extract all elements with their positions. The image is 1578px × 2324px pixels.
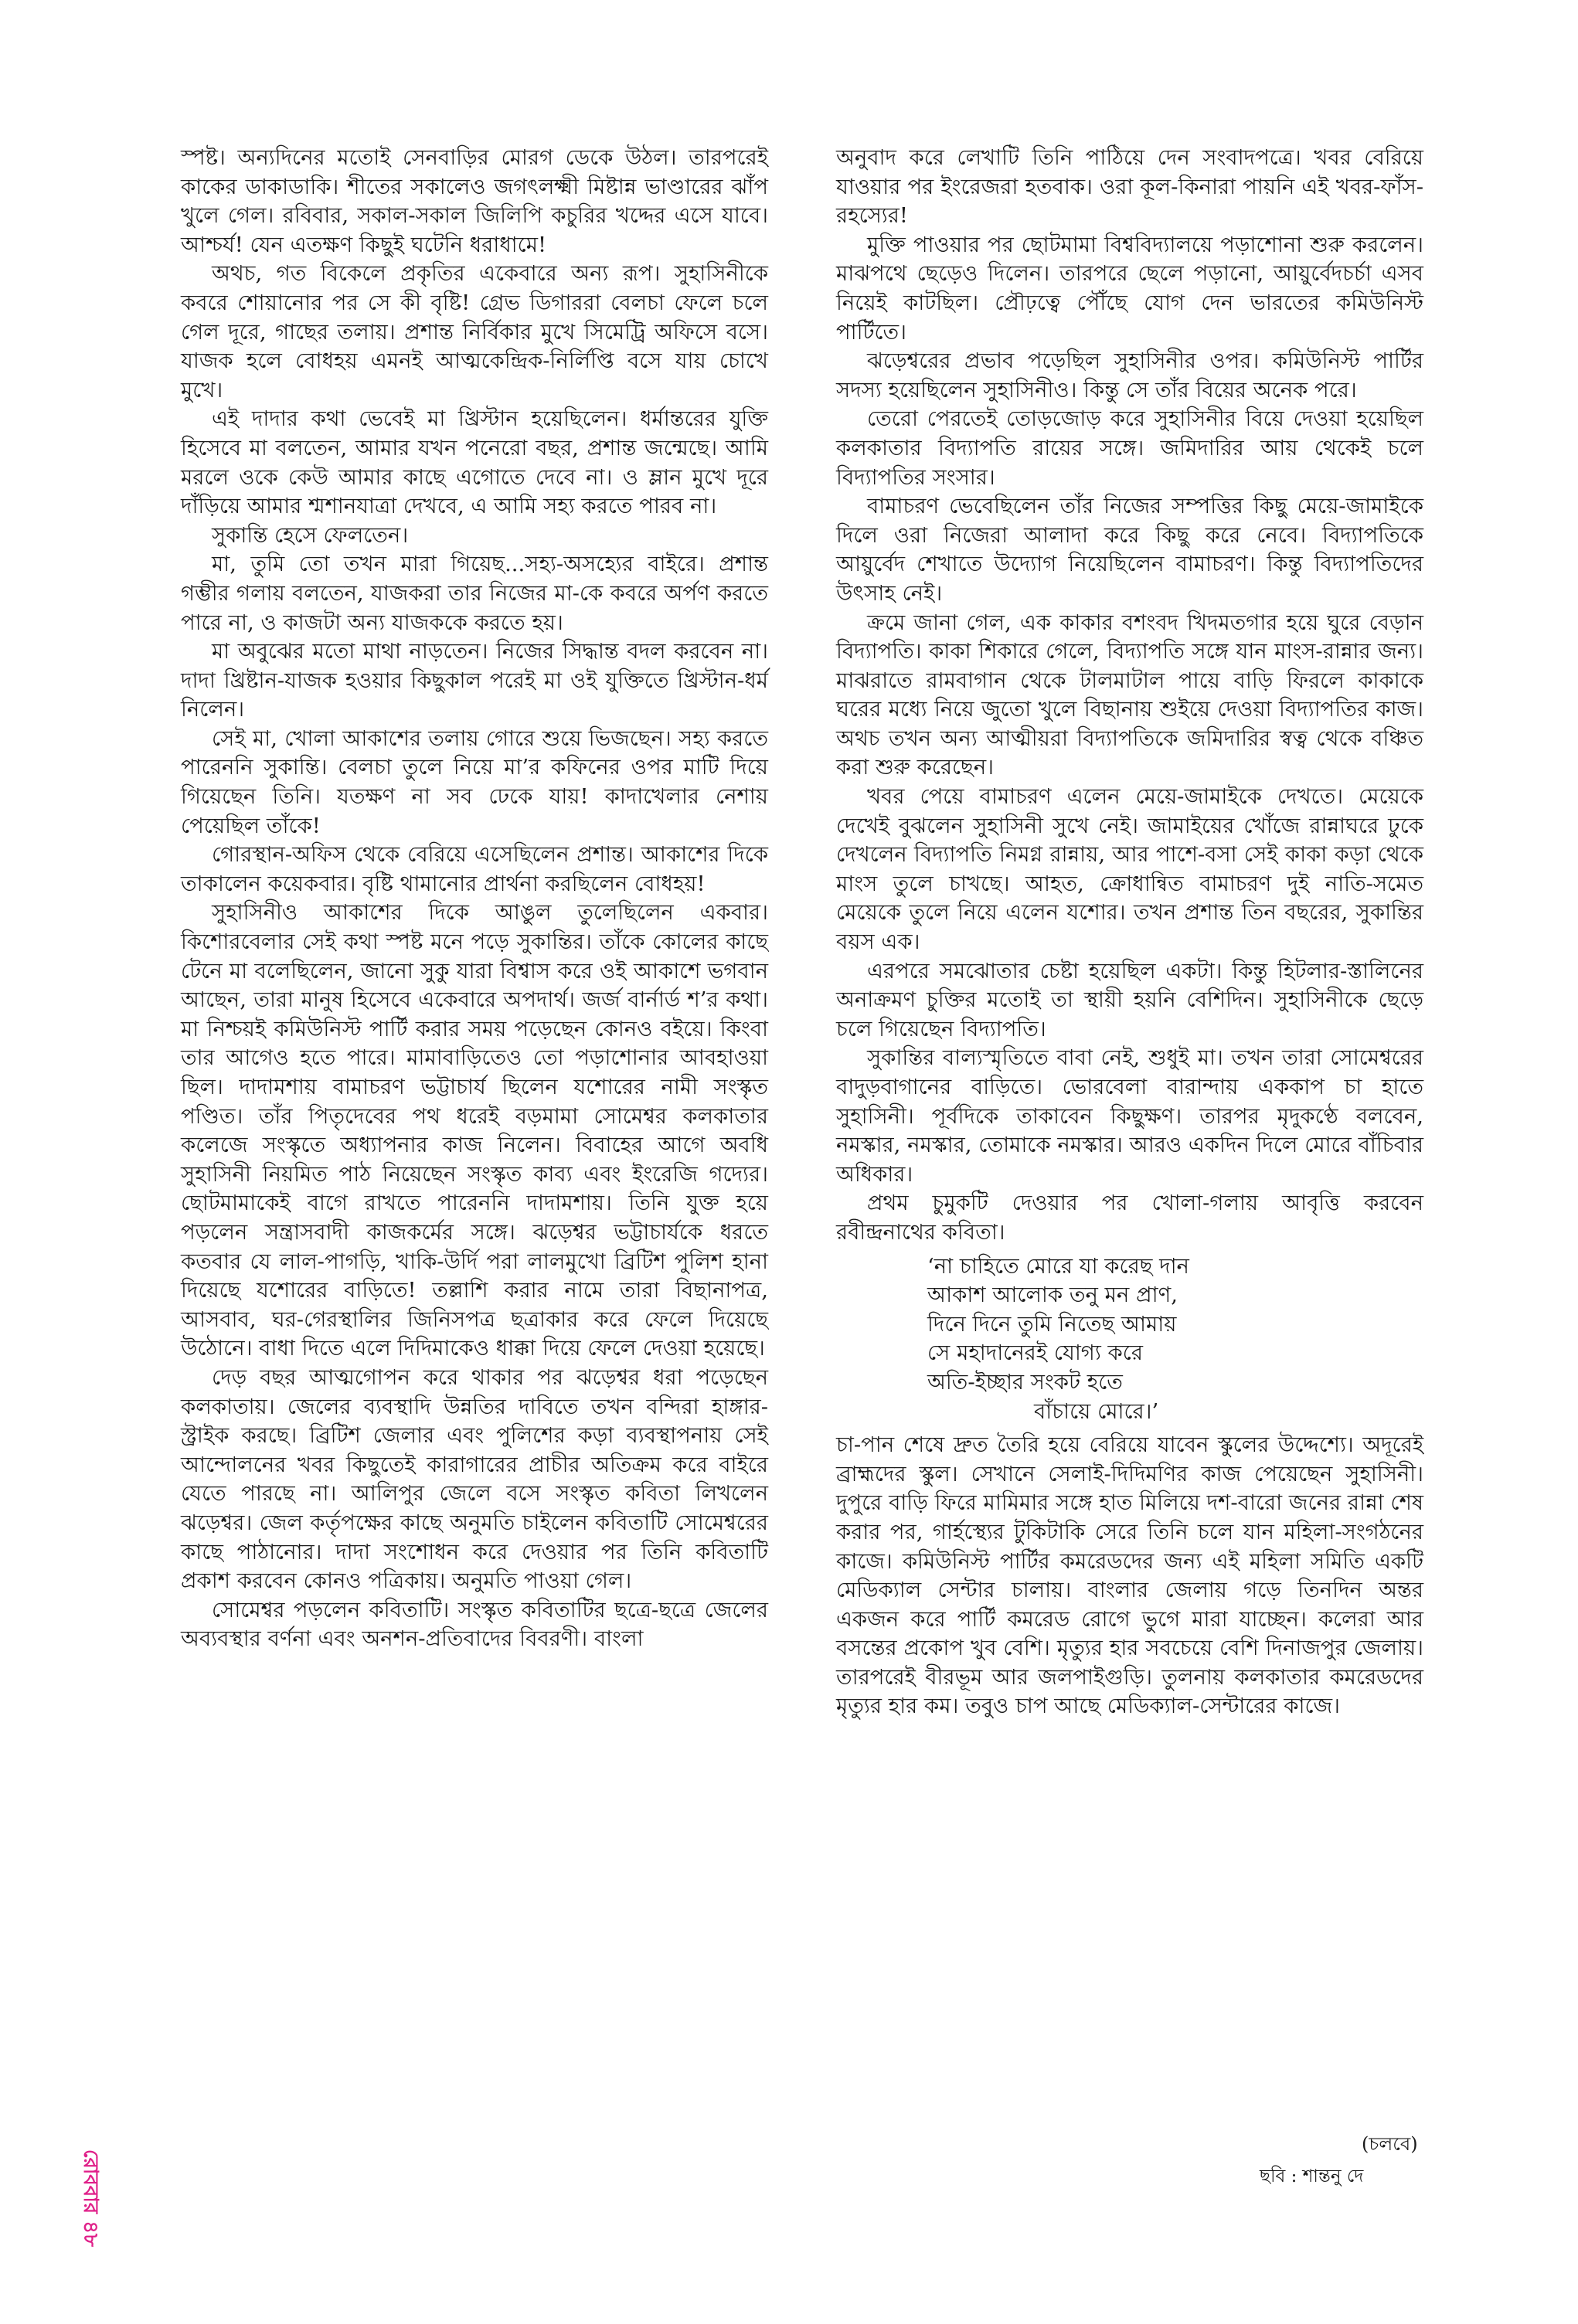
story-paragraph: মুক্তি পাওয়ার পর ছোটমামা বিশ্ববিদ্যালয়ে পড়াশোনা শুরু করলেন। মাঝপথে ছেড়েও দিলেন। তারপরে ছেলে পড়ানো, আয়ুর্বেদচর্চা এসব নিয়েই কাটছিল। প্রৌঢ়ত্বে পৌঁছে যোগ দেন ভারতের কমিউনিস্ট পার্টিতে। xyxy=(836,232,1423,345)
page-folio xyxy=(74,2140,105,2256)
continued-label: (চলবে) xyxy=(1362,2133,1418,2155)
poem-line: দিনে দিনে তুমি নিতেছ আমায় xyxy=(927,1311,1177,1337)
poem-line: সে মহাদানেরই যোগ্য করে xyxy=(927,1340,1143,1366)
poem-line: অতি-ইচ্ছার সংকট হতে xyxy=(927,1369,1123,1395)
story-paragraph: সোমেশ্বর পড়লেন কবিতাটি। সংস্কৃত কবিতাটির ছত্রে-ছত্রে জেলের অব্যবস্থার বর্ণনা এবং অনশন-প্রতিবাদের বিবরণী। বাংলা xyxy=(181,1597,768,1652)
poem-line: ‘না চাহিতে মোরে যা করেছ দান xyxy=(927,1253,1189,1279)
story-paragraph: স্পষ্ট। অন্যদিনের মতোই সেনবাড়ির মোরগ ডেকে উঠল। তারপরেই কাকের ডাকাডাকি। শীতের সকালেও জগৎলক্ষ্মী মিষ্টান্ন ভাণ্ডারের ঝাঁপ খুলে গেল। রবিবার, সকাল-সকাল জিলিপি কচুরির খদ্দের এসে যাবে। আশ্চর্য! যেন এতক্ষণ কিছুই ঘটেনি ধরাধামে! xyxy=(181,145,768,257)
story-paragraph: এই দাদার কথা ভেবেই মা খ্রিস্টান হয়েছিলেন। ধর্মান্তরের যুক্তি হিসেবে মা বলতেন, আমার যখন পনেরো বছর, প্রশান্ত জন্মেছে। আমি মরলে ওকে কেউ আমার কাছে এগোতে দেবে না। ও ম্লান মুখে দূরে দাঁড়িয়ে আমার শ্মশানযাত্রা দেখবে, এ আমি সহ্য করতে পারব না। xyxy=(181,406,768,519)
story-paragraph: সুকান্তির বাল্যস্মৃতিতে বাবা নেই, শুধুই মা। তখন তারা সোমেশ্বরের বাদুড়বাগানের বাড়িতে। ভোরবেলা বারান্দায় এককাপ চা হাতে সুহাসিনী। পূর্বদিকে তাকাবেন কিছুক্ষণ। তারপর মৃদুকণ্ঠে বলবেন, নমস্কার, নমস্কার, তোমাকে নমস্কার। আরও একদিন দিলে মোরে বাঁচিবার অধিকার। xyxy=(836,1045,1423,1187)
story-paragraph: অথচ, গত বিকেলে প্রকৃতির একেবারে অন্য রূপ। সুহাসিনীকে কবরে শোয়ানোর পর সে কী বৃষ্টি! গ্রেভ ডিগাররা বেলচা ফেলে চলে গেল দূরে, গাছের তলায়। প্রশান্ত নির্বিকার মুখে সিমেট্রি অফিসে বসে। যাজক হলে বোধহয় এমনই আত্মকেন্দ্রিক-নির্লিপ্তি বসে যায় চোখে মুখে। xyxy=(181,261,768,403)
story-paragraph: বামাচরণ ভেবেছিলেন তাঁর নিজের সম্পত্তির কিছু মেয়ে-জামাইকে দিলে ওরা নিজেরা আলাদা করে কিছু করে নেবে। বিদ্যাপতিকে আয়ুর্বেদ শেখাতে উদ্যোগ নিয়েছিলেন বামাচরণ। কিন্তু বিদ্যাপতিদের উৎসাহ নেই। xyxy=(836,494,1423,606)
story-paragraph: খবর পেয়ে বামাচরণ এলেন মেয়ে-জামাইকে দেখতে। মেয়েকে দেখেই বুঝলেন সুহাসিনী সুখে নেই। জামাইয়ের খোঁজে রান্নাঘরে ঢুকে দেখলেন বিদ্যাপতি নিমগ্ন রান্নায়, আর পাশে-বসা সেই কাকা কড়া থেকে মাংস তুলে চাখছে। আহত, ক্রোধান্বিত বামাচরণ দুই নাতি-সমেত মেয়েকে তুলে নিয়ে এলেন যশোর। তখন প্রশান্ত তিন বছরের, সুকান্তির বয়স এক। xyxy=(836,784,1423,955)
story-paragraph: অনুবাদ করে লেখাটি তিনি পাঠিয়ে দেন সংবাদপত্রে। খবর বেরিয়ে যাওয়ার পর ইংরেজরা হতবাক। ওরা কূল-কিনারা পায়নি এই খবর-ফাঁস-রহস্যের! xyxy=(836,145,1423,229)
poem-line: বাঁচায়ে মোরে।’ xyxy=(1034,1398,1159,1424)
right-column xyxy=(836,144,1423,1721)
story-paragraph: দেড় বছর আত্মগোপন করে থাকার পর ঝড়েশ্বর ধরা পড়েছেন কলকাতায়। জেলের ব্যবস্থাদি উন্নতির দাবিতে তখন বন্দিরা হাঙ্গার-স্ট্রাইক করছে। ব্রিটিশ জেলার এবং পুলিশের কড়া ব্যবস্থাপনায় সেই আন্দোলনের খবর কিছুতেই কারাগারের প্রাচীর অতিক্রম করে বাইরে যেতে পারছে না। আলিপুর জেলে বসে সংস্কৃত কবিতা লিখলেন ঝড়েশ্বর। জেল কর্তৃপক্ষের কাছে অনুমতি চাইলেন কবিতাটি সোমেশ্বরের কাছে পাঠানোর। দাদা সংশোধন করে দেওয়ার পর তিনি কবিতাটি প্রকাশ করবেন কোনও পত্রিকায়। অনুমতি পাওয়া গেল। xyxy=(181,1364,768,1594)
story-paragraph: ঝড়েশ্বরের প্রভাব পড়েছিল সুহাসিনীর ওপর। কমিউনিস্ট পার্টির সদস্য হয়েছিলেন সুহাসিনীও। কিন্তু সে তাঁর বিয়ের অনেক পরে। xyxy=(836,348,1423,403)
story-paragraph: চা-পান শেষে দ্রুত তৈরি হয়ে বেরিয়ে যাবেন স্কুলের উদ্দেশ্যে। অদূরেই ব্রাহ্মদের স্কুল। সেখানে সেলাই-দিদিমণির কাজ পেয়েছেন সুহাসিনী। দুপুরে বাড়ি ফিরে মামিমার সঙ্গে হাত মিলিয়ে দশ-বারো জনের রান্না শেষ করার পর, গার্হস্থ্যের টুকিটাকি সেরে তিনি চলে যান মহিলা-সংগঠনের কাজে। কমিউনিস্ট পার্টির কমরেডদের জন্য এই মহিলা সমিতি একটি মেডিক্যাল সেন্টার চালায়। বাংলার জেলায় গড়ে তিনদিন অন্তর একজন করে পার্টি কমরেড রোগে ভুগে মারা যাচ্ছেন। কলেরা আর বসন্তের প্রকোপ খুব বেশি। মৃত্যুর হার সবচেয়ে বেশি দিনাজপুর জেলায়। তারপরেই বীরভূম আর জলপাইগুড়ি। তুলনায় কলকাতার কমরেডদের মৃত্যুর হার কম। তবুও চাপ আছে মেডিক্যাল-সেন্টারের কাজে। xyxy=(836,1432,1423,1719)
story-paragraph: ক্রমে জানা গেল, এক কাকার বশংবদ খিদমতগার হয়ে ঘুরে বেড়ান বিদ্যাপতি। কাকা শিকারে গেলে, বিদ্যাপতি সঙ্গে যান মাংস-রান্নার জন্য। মাঝরাতে রামবাগান থেকে টালমাটাল পায়ে বাড়ি ফিরলে কাকাকে ঘরের মধ্যে নিয়ে জুতো খুলে বিছানায় শুইয়ে দেওয়া বিদ্যাপতির কাজ। অথচ তখন অন্য আত্মীয়রা বিদ্যাপতিকে জমিদারির স্বত্ব থেকে বঞ্চিত করা শুরু করেছেন। xyxy=(836,610,1423,780)
folio-text: রোববার ৪৮ xyxy=(79,2149,102,2247)
story-paragraph: এরপরে সমঝোতার চেষ্টা হয়েছিল একটা। কিন্তু হিটলার-স্তালিনের অনাক্রমণ চুক্তির মতোই তা স্থায়ী হয়নি বেশিদিন। সুহাসিনীকে ছেড়ে চলে গিয়েছেন বিদ্যাপতি। xyxy=(836,958,1423,1041)
story-paragraph: মা অবুঝের মতো মাথা নাড়তেন। নিজের সিদ্ধান্ত বদল করবেন না। দাদা খ্রিষ্টান-যাজক হওয়ার কিছুকাল পরেই মা ওই যুক্তিতে খ্রিস্টান-ধর্ম নিলেন। xyxy=(181,639,768,722)
tagore-poem xyxy=(836,1252,1423,1427)
left-column xyxy=(181,144,768,1654)
story-paragraph: তেরো পেরতেই তোড়জোড় করে সুহাসিনীর বিয়ে দেওয়া হয়েছিল কলকাতার বিদ্যাপতি রায়ের সঙ্গে। জমিদারির আয় থেকেই চলে বিদ্যাপতির সংসার। xyxy=(836,406,1423,490)
story-paragraph: প্রথম চুমুকটি দেওয়ার পর খোলা-গলায় আবৃত্তি করবেন রবীন্দ্রনাথের কবিতা। xyxy=(836,1191,1423,1245)
story-paragraph: মা, তুমি তো তখন মারা গিয়েছ...সহ্য-অসহ্যের বাইরে। প্রশান্ত গম্ভীর গলায় বলতেন, যাজকরা তার নিজের মা-কে কবরে অর্পণ করতে পারে না, ও কাজটা অন্য যাজককে করতে হয়। xyxy=(181,552,768,635)
poem-line: আকাশ আলোক তনু মন প্রাণ, xyxy=(927,1283,1178,1308)
story-paragraph: সুকান্তি হেসে ফেলতেন। xyxy=(212,522,409,548)
story-paragraph: সেই মা, খোলা আকাশের তলায় গোরে শুয়ে ভিজছেন। সহ্য করতে পারেননি সুকান্তি। বেলচা তুলে নিয়ে মা’র কফিনের ওপর মাটি দিয়ে গিয়েছেন তিনি। যতক্ষণ না সব ঢেকে যায়! কাদাখেলার নেশায় পেয়েছিল তাঁকে! xyxy=(181,725,768,838)
illustration-credit: ছবি : শান্তনু দে xyxy=(1260,2166,1364,2186)
story-paragraph: গোরস্থান-অফিস থেকে বেরিয়ে এসেছিলেন প্রশান্ত। আকাশের দিকে তাকালেন কয়েকবার। বৃষ্টি থামানোর প্রার্থনা করছিলেন বোধহয়! xyxy=(181,842,768,896)
story-paragraph: সুহাসিনীও আকাশের দিকে আঙুল তুলেছিলেন একবার। কিশোরবেলার সেই কথা স্পষ্ট মনে পড়ে সুকান্তির। তাঁকে কোলের কাছে টেনে মা বলেছিলেন, জানো সুকু যারা বিশ্বাস করে ওই আকাশে ভগবান আছেন, তারা মানুষ হিসেবে একেবারে অপদার্থ। জর্জ বার্নার্ড শ’র কথা। মা নিশ্চয়ই কমিউনিস্ট পার্টি করার সময় পড়েছেন কোনও বইয়ে। কিংবা তার আগেও হতে পারে। মামাবাড়িতেও তো পড়াশোনার আবহাওয়া ছিল। দাদামশায় বামাচরণ ভট্টাচার্য ছিলেন যশোরের নামী সংস্কৃত পণ্ডিত। তাঁর পিতৃদেবের পথ ধরেই বড়মামা সোমেশ্বর কলকাতার কলেজে সংস্কৃতে অধ্যাপনার কাজ নিলেন। বিবাহের আগে অবধি সুহাসিনী নিয়মিত পাঠ নিয়েছেন সংস্কৃত কাব্য এবং ইংরেজি গদ্যের। ছোটমামাকেই বাগে রাখতে পারেননি দাদামশায়। তিনি যুক্ত হয়ে পড়লেন সন্ত্রাসবাদী কাজকর্মের সঙ্গে। ঝড়েশ্বর ভট্টাচার্যকে ধরতে কতবার যে লাল-পাগড়ি, খাকি-উর্দি পরা লালমুখো ব্রিটিশ পুলিশ হানা দিয়েছে যশোরের বাড়িতে! তল্লাশি করার নামে তারা বিছানাপত্র, আসবাব, ঘর-গেরস্থালির জিনিসপত্র ছত্রাকার করে ফেলে দিয়েছে উঠোনে। বাধা দিতে এলে দিদিমাকেও ধাক্কা দিয়ে ফেলে দেওয়া হয়েছে। xyxy=(181,900,768,1361)
